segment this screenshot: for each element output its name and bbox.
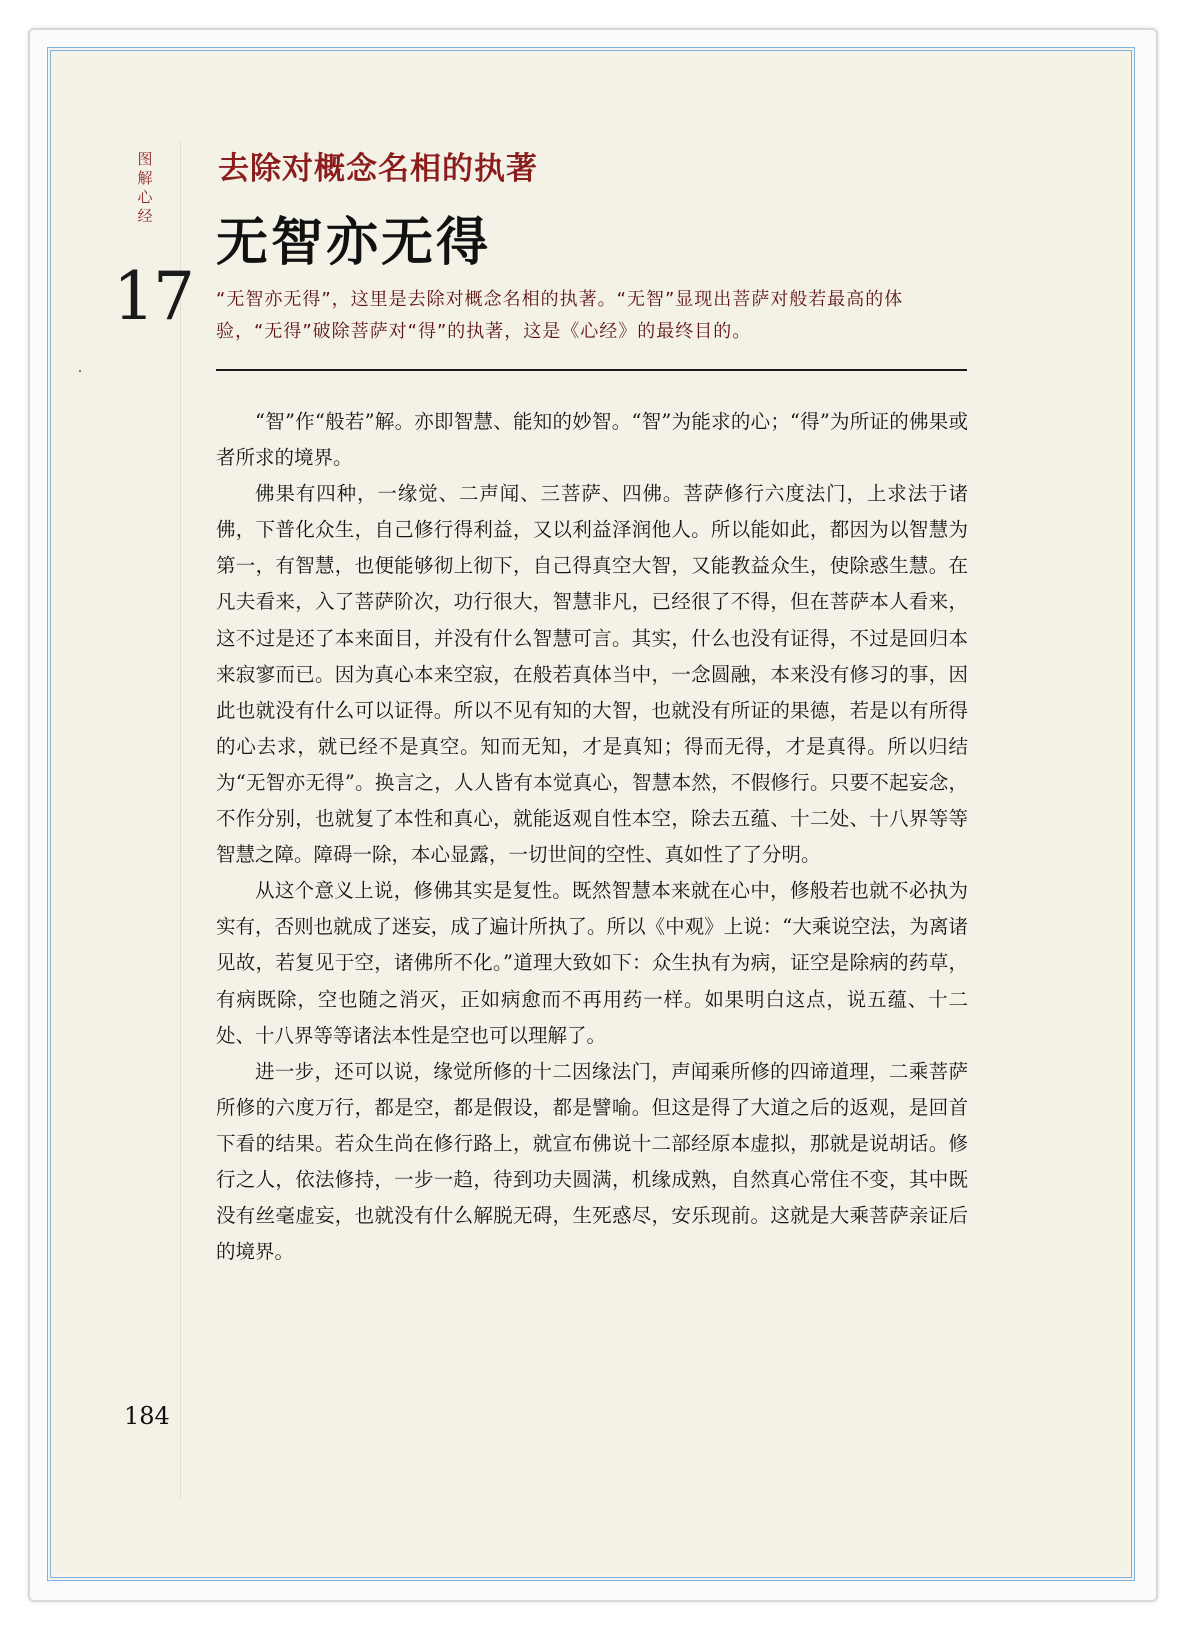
margin-rule bbox=[180, 140, 181, 1500]
intro-summary: “无智亦无得”，这里是去除对概念名相的执著。“无智”显现出菩萨对般若最高的体验，“无得”破除菩萨对“得”的执著，这是《心经》的最终目的。 bbox=[216, 289, 904, 342]
body-paragraph-2: 佛果有四种，一缘觉、二声闻、三菩萨、四佛。菩萨修行六度法门，上求法于诸佛，下普化众生，自己修行得利益，又以利益泽润他人。所以能如此，都因为以智慧为第一，有智慧，也便能够彻上彻下，自己得真空大智，又能教益众生，使除惑生慧。在凡夫看来，入了菩萨阶次，功行很大，智慧非凡，已经很了不得，但在菩萨本人看来，这不过是还了本来面目，并没有什么智慧可言。其实，什么也没有证得，不过是回归本来寂寥而已。因为真心本来空寂，在般若真体当中，一念圆融，本来没有修习的事，因此也就没有什么可以证得。所以不见有知的大智，也就没有所证的果德，若是以有所得的心去求，就已经不是真空。知而无知，才是真知；得而无得，才是真得。所以归结为“无智亦无得”。换言之，人人皆有本觉真心，智慧本然，不假修行。只要不起妄念，不作分别，也就复了本性和真心，就能返观自性本空，除去五蕴、十二处、十八界等等智慧之障。障碍一除，本心显露，一切世间的空性、真如性了了分明。 bbox=[216, 482, 968, 867]
body-paragraph-4: 进一步，还可以说，缘觉所修的十二因缘法门，声闻乘所修的四谛道理，二乘菩萨所修的六度万行，都是空，都是假设，都是譬喻。但这是得了大道之后的返观，是回首下看的结果。若众生尚在修行路上，就宣布佛说十二部经原本虚拟，那就是说胡话。修行之人，依法修持，一步一趋，待到功夫圆满，机缘成熟，自然真心常住不变，其中既没有丝毫虚妄，也就没有什么解脱无碍，生死惑尽，安乐现前。这就是大乘菩萨亲证后的境界。 bbox=[216, 1059, 968, 1264]
page-number: 184 bbox=[124, 1402, 170, 1430]
body-paragraph-1: “智”作“般若”解。亦即智慧、能知的妙智。“智”为能求的心；“得”为所证的佛果或者所求的境界。 bbox=[216, 410, 968, 470]
paper-speck bbox=[79, 370, 81, 372]
chapter-number: 17 bbox=[113, 258, 193, 335]
body-paragraph-3: 从这个意义上说，修佛其实是复性。既然智慧本来就在心中，修般若也就不必执为实有，否则也就成了迷妄，成了遍计所执了。所以《中观》上说：“大乘说空法，为离诸见故，若复见于空，诸佛所不化。”道理大致如下：众生执有为病，证空是除病的药草，有病既除，空也随之消灭，正如病愈而不再用药一样。如果明白这点，说五蕴、十二处、十八界等等诸法本性是空也可以理解了。 bbox=[216, 879, 968, 1047]
section-kicker: 去除对概念名相的执著 bbox=[218, 151, 538, 187]
body-text bbox=[216, 404, 968, 1270]
page-title: 无智亦无得 bbox=[216, 213, 492, 273]
book-title-vertical: 图解心经 bbox=[137, 150, 153, 225]
title-divider bbox=[216, 369, 967, 371]
